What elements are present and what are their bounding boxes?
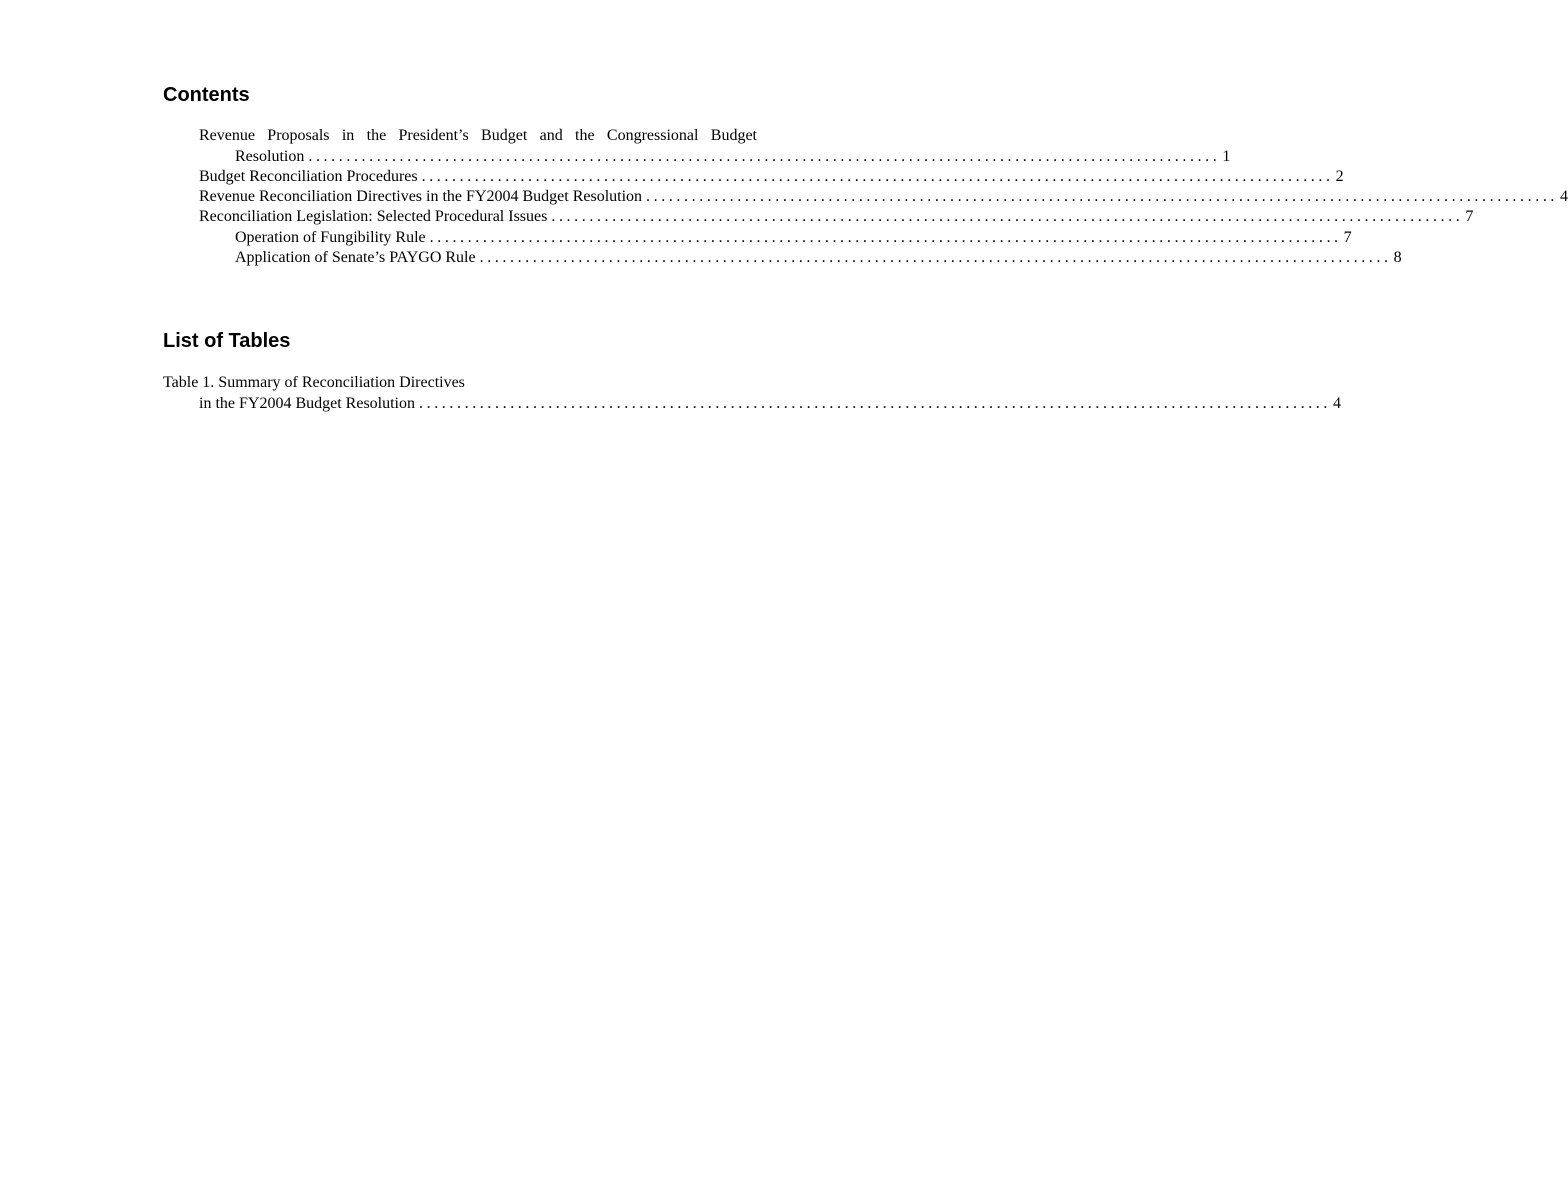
dot-leader: ........................................................................................................................ bbox=[421, 168, 1334, 185]
dot-leader: ........................................................................................................................ bbox=[479, 249, 1392, 266]
toc-page-number: 7 bbox=[1465, 208, 1474, 225]
toc-entry-revenue-proposals-line2[interactable] bbox=[235, 147, 1231, 167]
toc-page-number: 4 bbox=[1560, 188, 1568, 205]
toc-entry-revenue-proposals-line1[interactable] bbox=[199, 126, 757, 146]
dot-leader: ........................................................................................................................ bbox=[551, 208, 1464, 225]
table-entry-line1[interactable] bbox=[163, 373, 757, 393]
toc-page-number: 7 bbox=[1343, 229, 1352, 246]
list-of-tables-heading: List of Tables bbox=[163, 330, 291, 352]
toc-page-number: 2 bbox=[1335, 168, 1344, 185]
dot-leader: ........................................................................................................................ bbox=[429, 229, 1342, 246]
toc-entry-revenue-reconciliation-directives[interactable] bbox=[199, 187, 1568, 207]
toc-entry-reconciliation-legislation[interactable] bbox=[199, 207, 1474, 227]
toc-entry-senate-paygo-rule[interactable] bbox=[235, 248, 1402, 268]
table-entry-title: in the FY2004 Budget Resolution bbox=[199, 395, 415, 412]
table-page-number: 4 bbox=[1333, 395, 1341, 412]
dot-leader: ........................................................................................................................ bbox=[308, 148, 1221, 165]
contents-heading: Contents bbox=[163, 84, 250, 106]
toc-entry-title: Revenue Proposals in the President’s Budget and the Congressional Budget bbox=[199, 127, 757, 144]
table-entry-line2[interactable] bbox=[199, 394, 1341, 414]
toc-entry-title: Operation of Fungibility Rule bbox=[235, 229, 426, 246]
toc-entry-title: Revenue Reconciliation Directives in the FY2004 Budget Resolution bbox=[199, 188, 643, 205]
toc-entry-title: Application of Senate’s PAYGO Rule bbox=[235, 249, 476, 266]
toc-entry-budget-reconciliation-procedures[interactable] bbox=[199, 167, 1344, 187]
dot-leader: ........................................................................................................................ bbox=[646, 188, 1559, 205]
toc-entry-title: Budget Reconciliation Procedures bbox=[199, 168, 418, 185]
table-entry-title: Table 1. Summary of Reconciliation Directives bbox=[163, 374, 465, 391]
toc-entry-title: Resolution bbox=[235, 148, 305, 165]
toc-entry-fungibility-rule[interactable] bbox=[235, 228, 1352, 248]
dot-leader: ........................................................................................................................ bbox=[419, 395, 1331, 412]
toc-page-number: 1 bbox=[1222, 148, 1231, 165]
toc-page-number: 8 bbox=[1393, 249, 1402, 266]
toc-entry-title: Reconciliation Legislation: Selected Procedural Issues bbox=[199, 208, 548, 225]
